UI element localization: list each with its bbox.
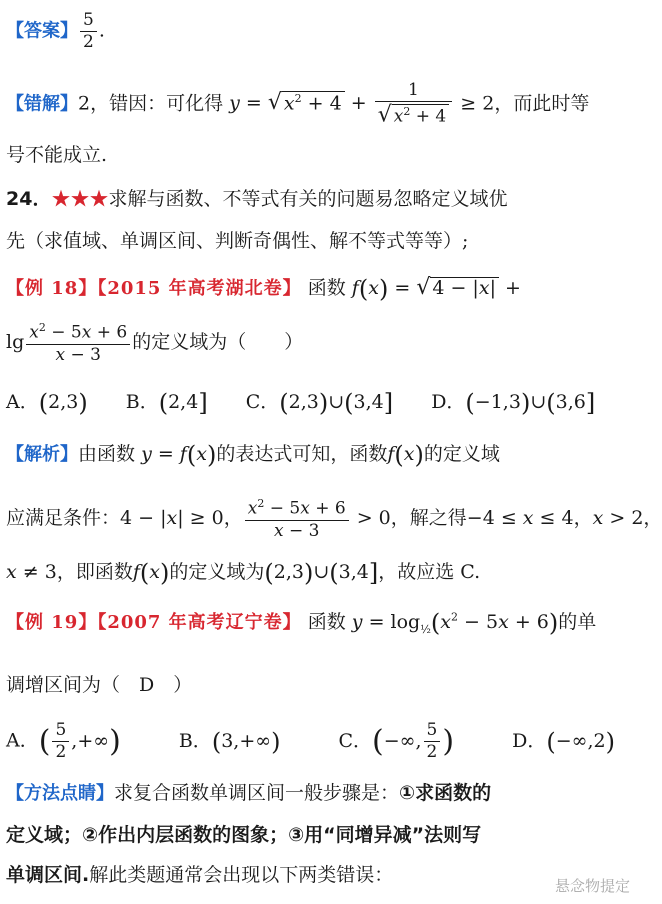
analysis-label: 【解析】: [6, 444, 78, 465]
option-d: D．(−1,3)∪(3,6]: [431, 389, 596, 417]
analysis-line2: 应满足条件：4 − |x| ≥ 0， $\frac{x^2 - 5x + 6}{x - 3}$ > 0，解之得−4 ≤ x ≤ 4，x > 2，: [6, 497, 662, 541]
analysis-line3: x ≠ 3，即函数f(x)的定义域为(2,3)∪(3,4]，故应选 C.: [6, 559, 481, 587]
method-line2: 定义域；②作出内层函数的图象；③用“同增异减”法则写: [6, 824, 482, 846]
watermark: 悬念物提定: [554, 877, 630, 895]
ex18-label: 【例 18】【2015 年高考湖北卷】: [6, 278, 302, 299]
option-b: B．(2,4]: [125, 389, 208, 417]
wrong-line2: 号不能成立.: [6, 144, 108, 166]
method-label: 【方法点睛】: [6, 783, 114, 804]
option-a: A．(2,3): [6, 389, 88, 417]
wrong-expression: y = √ $x^2 + 4$ + $\frac{1}{√ x^2 + 4}$: [229, 92, 454, 114]
option-c: C．(−∞, $\frac{5}{2}$ ): [338, 720, 455, 762]
ex19-function: $y = \log_{\frac{1}{2}}(x^2 - 5x + 6)$: [351, 609, 559, 637]
item-number: 24．: [6, 188, 52, 210]
ex18-function: f(x) = √ 4 − |x| +: [351, 275, 521, 303]
wrong-solution-line: 【错解】2，错因：可化得 y = √ $x^2 + 4$ + $\frac{1}{√ x^2 + 4}$ ≥ 2，而此时等: [6, 80, 590, 128]
ex18-line2: lg $\frac{x^2 - 5x + 6}{x - 3}$ 的定义域为（ ）: [6, 321, 304, 365]
method-line3: 单调区间.解此类题通常会出现以下两类错误：: [6, 864, 394, 886]
option-d: D．(−∞,2): [512, 727, 615, 756]
ex18-line1: 【例 18】【2015 年高考湖北卷】 函数 f(x) = √ 4 − |x| +: [6, 275, 521, 303]
star-rating: ★★★: [51, 188, 109, 210]
method-line1: 【方法点睛】求复合函数单调区间一般步骤是：①求函数的: [6, 782, 492, 804]
answer-line: 【答案】 $\frac{5}{2}$ .: [6, 10, 105, 52]
option-b: B．(3,+∞): [178, 727, 281, 756]
ex19-label: 【例 19】【2007 年高考辽宁卷】: [6, 612, 302, 633]
item24-line1: 24．★★★求解与函数、不等式有关的问题易忽略定义域优: [6, 188, 508, 210]
option-a: A．( $\frac{5}{2}$ ,+∞): [6, 720, 121, 762]
ex19-line2: 调增区间为（ D ）: [6, 674, 193, 696]
item24-line2: 先（求值域、单调区间、判断奇偶性、解不等式等等）;: [6, 230, 469, 252]
answer-label: 【答案】: [6, 20, 78, 42]
option-c: C．(2,3)∪(3,4]: [245, 389, 394, 417]
answer-fraction: $\frac{5}{2}$: [80, 12, 97, 51]
ex18-log-expression: lg $\frac{x^2 - 5x + 6}{x - 3}$: [6, 331, 132, 353]
ex19-options: [6, 722, 615, 761]
ex18-options: [6, 391, 595, 415]
wrong-label: 【错解】: [6, 93, 78, 115]
analysis-line1: 【解析】由函数 y = f(x)的表达式可知，函数f(x)的定义域: [6, 441, 500, 469]
ex19-line1: 【例 19】【2007 年高考辽宁卷】 函数 $y = \log_{\frac{1}{2}}(x^2 - 5x + 6)$的单: [6, 609, 597, 637]
